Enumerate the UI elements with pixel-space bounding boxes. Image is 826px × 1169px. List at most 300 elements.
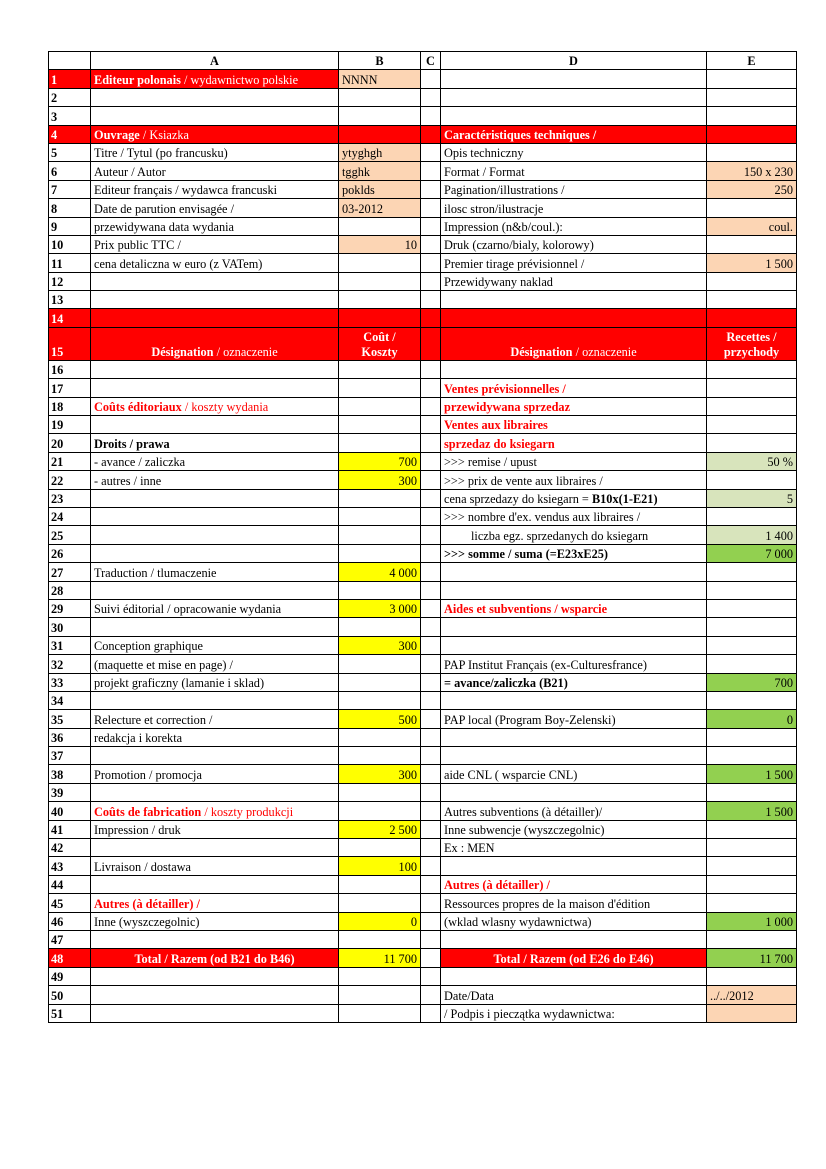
cell-a[interactable]: Inne (wyszczegolnic) xyxy=(91,912,339,930)
cell-b[interactable]: 4 000 xyxy=(339,563,421,581)
cell-a[interactable] xyxy=(91,88,339,106)
cell-b[interactable] xyxy=(339,618,421,636)
cell-e[interactable] xyxy=(707,291,797,309)
cell-a[interactable] xyxy=(91,747,339,765)
cell-d[interactable] xyxy=(441,636,707,654)
sheet-row xyxy=(49,397,797,415)
sheet-row xyxy=(49,199,797,217)
cell-d[interactable] xyxy=(441,489,707,507)
cell-e[interactable] xyxy=(707,1004,797,1022)
cell-c[interactable] xyxy=(421,765,441,783)
cell-a[interactable] xyxy=(91,581,339,599)
sheet-row xyxy=(49,765,797,783)
cell-d[interactable] xyxy=(441,327,707,360)
cell-a[interactable] xyxy=(91,544,339,562)
cell-c[interactable] xyxy=(421,728,441,746)
cell-b[interactable]: 300 xyxy=(339,471,421,489)
cell-e[interactable]: 11 700 xyxy=(707,949,797,967)
cell-d[interactable]: aide CNL ( wsparcie CNL) xyxy=(441,765,707,783)
cell-b[interactable]: 2 500 xyxy=(339,820,421,838)
cell-e[interactable] xyxy=(707,875,797,893)
cell-d[interactable]: Total / Razem (od E26 do E46) xyxy=(441,949,707,967)
cell-d[interactable]: / Podpis i pieczątka wydawnictwa: xyxy=(441,1004,707,1022)
cell-a[interactable]: Livraison / dostawa xyxy=(91,857,339,875)
cell-text-segment: / wydawnictwo polskie xyxy=(180,72,299,87)
cell-c[interactable] xyxy=(421,636,441,654)
cell-e[interactable] xyxy=(707,360,797,378)
cell-d[interactable]: PAP Institut Français (ex-Culturesfrance) xyxy=(441,655,707,673)
cell-e[interactable] xyxy=(707,309,797,327)
cell-a[interactable]: - autres / inne xyxy=(91,471,339,489)
cell-a[interactable]: - avance / zaliczka xyxy=(91,452,339,470)
cell-c[interactable] xyxy=(421,526,441,544)
cell-b[interactable] xyxy=(339,217,421,235)
cell-a[interactable] xyxy=(91,618,339,636)
cell-b[interactable] xyxy=(339,967,421,985)
sheet-row xyxy=(49,1004,797,1022)
cell-d[interactable]: Druk (czarno/bialy, kolorowy) xyxy=(441,235,707,253)
cell-c[interactable] xyxy=(421,489,441,507)
cell-e[interactable] xyxy=(707,618,797,636)
row-number: 43 xyxy=(49,857,91,875)
cell-e[interactable]: 0 xyxy=(707,710,797,728)
row-number: 20 xyxy=(49,434,91,452)
sheet-row xyxy=(49,107,797,125)
cell-a[interactable]: przewidywana data wydania xyxy=(91,217,339,235)
cell-d[interactable]: >>> prix de vente aux libraires / xyxy=(441,471,707,489)
cell-c[interactable] xyxy=(421,327,441,360)
cell-c[interactable] xyxy=(421,70,441,88)
sheet-row xyxy=(49,70,797,88)
cell-d[interactable]: = avance/zaliczka (B21) xyxy=(441,673,707,691)
cell-e[interactable] xyxy=(707,930,797,948)
cell-b[interactable]: 100 xyxy=(339,857,421,875)
cell-b[interactable]: 300 xyxy=(339,636,421,654)
sheet-row xyxy=(49,967,797,985)
cell-d[interactable] xyxy=(441,581,707,599)
row-number: 24 xyxy=(49,507,91,525)
cell-a[interactable]: Promotion / promocja xyxy=(91,765,339,783)
cell-d[interactable] xyxy=(441,691,707,709)
cell-e[interactable] xyxy=(707,599,797,617)
cell-b[interactable]: 10 xyxy=(339,235,421,253)
cell-d[interactable]: Premier tirage prévisionnel / xyxy=(441,254,707,272)
cell-d[interactable]: Opis techniczny xyxy=(441,143,707,161)
cell-e[interactable] xyxy=(707,235,797,253)
cell-d[interactable]: ilosc stron/ilustracje xyxy=(441,199,707,217)
cell-a[interactable] xyxy=(91,360,339,378)
cell-d[interactable] xyxy=(441,360,707,378)
cell-e[interactable] xyxy=(707,88,797,106)
cell-a[interactable]: redakcja i korekta xyxy=(91,728,339,746)
cell-a[interactable] xyxy=(91,309,339,327)
cell-e[interactable] xyxy=(707,581,797,599)
cell-e[interactable]: 150 x 230 xyxy=(707,162,797,180)
cell-a[interactable] xyxy=(91,416,339,434)
cell-d[interactable]: (wklad wlasny wydawnictwa) xyxy=(441,912,707,930)
cell-e[interactable] xyxy=(707,471,797,489)
cell-e[interactable]: ../../2012 xyxy=(707,986,797,1004)
cell-b[interactable] xyxy=(339,783,421,801)
cell-c[interactable] xyxy=(421,254,441,272)
cell-b[interactable] xyxy=(339,526,421,544)
cell-a[interactable]: Titre / Tytul (po francusku) xyxy=(91,143,339,161)
cell-c[interactable] xyxy=(421,88,441,106)
cell-d[interactable]: >>> somme / suma (=E23xE25) xyxy=(441,544,707,562)
cell-d[interactable]: Ressources propres de la maison d'édition xyxy=(441,894,707,912)
cell-d[interactable] xyxy=(441,88,707,106)
cell-e[interactable] xyxy=(707,70,797,88)
cell-b[interactable] xyxy=(339,88,421,106)
cell-b[interactable] xyxy=(339,875,421,893)
cell-d[interactable] xyxy=(441,783,707,801)
cell-d[interactable]: liczba egz. sprzedanych do ksiegarn xyxy=(441,526,707,544)
cell-a[interactable]: cena detaliczna w euro (z VATem) xyxy=(91,254,339,272)
cell-d[interactable]: Date/Data xyxy=(441,986,707,1004)
cell-d[interactable]: >>> nombre d'ex. vendus aux libraires / xyxy=(441,507,707,525)
cell-a[interactable]: Date de parution envisagée / xyxy=(91,199,339,217)
cell-a[interactable]: projekt graficzny (lamanie i sklad) xyxy=(91,673,339,691)
cell-c[interactable] xyxy=(421,820,441,838)
row-number: 32 xyxy=(49,655,91,673)
cell-c[interactable] xyxy=(421,618,441,636)
cell-a[interactable]: Editeur français / wydawca francuski xyxy=(91,180,339,198)
cell-e[interactable]: 700 xyxy=(707,673,797,691)
cell-a[interactable] xyxy=(91,967,339,985)
cell-a[interactable] xyxy=(91,70,339,88)
cell-c[interactable] xyxy=(421,875,441,893)
cell-a[interactable] xyxy=(91,691,339,709)
cell-e[interactable] xyxy=(707,747,797,765)
row-number: 48 xyxy=(49,949,91,967)
cell-c[interactable] xyxy=(421,894,441,912)
cell-e[interactable]: 5 xyxy=(707,489,797,507)
cell-c[interactable] xyxy=(421,434,441,452)
cell-text-segment: / oznaczenie xyxy=(572,344,637,359)
cell-e[interactable] xyxy=(707,143,797,161)
cell-c[interactable] xyxy=(421,235,441,253)
cell-c[interactable] xyxy=(421,416,441,434)
row-number: 13 xyxy=(49,291,91,309)
cell-c[interactable] xyxy=(421,379,441,397)
cell-a[interactable]: Auteur / Autor xyxy=(91,162,339,180)
cell-b[interactable] xyxy=(339,507,421,525)
sheet-row xyxy=(49,272,797,290)
row-number: 14 xyxy=(49,309,91,327)
cell-d[interactable] xyxy=(441,70,707,88)
cell-d[interactable] xyxy=(441,291,707,309)
cell-b[interactable] xyxy=(339,291,421,309)
cell-d[interactable]: PAP local (Program Boy-Zelenski) xyxy=(441,710,707,728)
row-number: 50 xyxy=(49,986,91,1004)
cell-d[interactable]: Ventes prévisionnelles / xyxy=(441,379,707,397)
row-number: 46 xyxy=(49,912,91,930)
cell-e[interactable] xyxy=(707,894,797,912)
cell-b[interactable]: tgghk xyxy=(339,162,421,180)
cell-d[interactable]: Inne subwencje (wyszczegolnic) xyxy=(441,820,707,838)
sheet-row xyxy=(49,416,797,434)
cell-b[interactable]: ytyghgh xyxy=(339,143,421,161)
cell-a[interactable]: Total / Razem (od B21 do B46) xyxy=(91,949,339,967)
column-header-d: D xyxy=(441,52,707,70)
cell-a[interactable] xyxy=(91,802,339,820)
sheet-row xyxy=(49,88,797,106)
cell-c[interactable] xyxy=(421,967,441,985)
cell-a[interactable]: Prix public TTC / xyxy=(91,235,339,253)
cell-d[interactable] xyxy=(441,967,707,985)
cell-b[interactable] xyxy=(339,655,421,673)
cell-c[interactable] xyxy=(421,655,441,673)
cell-b[interactable] xyxy=(339,272,421,290)
cell-c[interactable] xyxy=(421,217,441,235)
cell-e[interactable] xyxy=(707,691,797,709)
cell-e[interactable]: 1 500 xyxy=(707,254,797,272)
sheet-row xyxy=(49,802,797,820)
cell-c[interactable] xyxy=(421,272,441,290)
cell-a[interactable] xyxy=(91,272,339,290)
cell-b[interactable] xyxy=(339,986,421,1004)
cell-c[interactable] xyxy=(421,802,441,820)
cell-e[interactable] xyxy=(707,563,797,581)
cell-e[interactable] xyxy=(707,379,797,397)
cell-e[interactable] xyxy=(707,728,797,746)
cell-a[interactable] xyxy=(91,526,339,544)
cell-a[interactable] xyxy=(91,397,339,415)
cell-e[interactable]: 7 000 xyxy=(707,544,797,562)
cell-d[interactable] xyxy=(441,618,707,636)
cell-e[interactable] xyxy=(707,967,797,985)
cell-d[interactable] xyxy=(441,563,707,581)
cell-b[interactable]: 700 xyxy=(339,452,421,470)
cell-b[interactable]: Coût / Koszty xyxy=(339,327,421,360)
cell-c[interactable] xyxy=(421,143,441,161)
cell-e[interactable] xyxy=(707,107,797,125)
cell-d[interactable]: Ex : MEN xyxy=(441,839,707,857)
cell-b[interactable]: 300 xyxy=(339,765,421,783)
cell-b[interactable] xyxy=(339,309,421,327)
column-header-row xyxy=(49,52,797,70)
cell-b[interactable] xyxy=(339,894,421,912)
sheet-row xyxy=(49,563,797,581)
cell-b[interactable] xyxy=(339,1004,421,1022)
cell-e[interactable] xyxy=(707,125,797,143)
cell-a[interactable]: Autres (à détailler) / xyxy=(91,894,339,912)
cell-b[interactable]: 11 700 xyxy=(339,949,421,967)
cell-b[interactable] xyxy=(339,839,421,857)
cell-d[interactable] xyxy=(441,309,707,327)
cell-b[interactable] xyxy=(339,581,421,599)
cell-d[interactable] xyxy=(441,125,707,143)
cell-b[interactable]: 0 xyxy=(339,912,421,930)
cell-b[interactable] xyxy=(339,379,421,397)
cell-a[interactable] xyxy=(91,107,339,125)
cell-b[interactable] xyxy=(339,691,421,709)
cell-b[interactable] xyxy=(339,107,421,125)
cell-c[interactable] xyxy=(421,673,441,691)
cell-d[interactable]: Ventes aux libraires xyxy=(441,416,707,434)
cell-a[interactable]: Conception graphique xyxy=(91,636,339,654)
cell-a[interactable] xyxy=(91,839,339,857)
cell-text-segment: cena sprzedazy do ksiegarn = xyxy=(444,491,592,506)
row-number: 21 xyxy=(49,452,91,470)
cell-d[interactable]: sprzedaz do ksiegarn xyxy=(441,434,707,452)
sheet-row xyxy=(49,507,797,525)
sheet-row xyxy=(49,857,797,875)
cell-c[interactable] xyxy=(421,162,441,180)
cell-a[interactable] xyxy=(91,379,339,397)
cell-d[interactable]: Format / Format xyxy=(441,162,707,180)
cell-d[interactable]: przewidywana sprzedaz xyxy=(441,397,707,415)
cell-b[interactable] xyxy=(339,728,421,746)
cell-d[interactable] xyxy=(441,107,707,125)
cell-a[interactable] xyxy=(91,1004,339,1022)
cell-b[interactable] xyxy=(339,360,421,378)
cell-a[interactable]: Traduction / tlumaczenie xyxy=(91,563,339,581)
cell-d[interactable]: >>> remise / upust xyxy=(441,452,707,470)
cell-b[interactable] xyxy=(339,930,421,948)
cell-e[interactable] xyxy=(707,820,797,838)
cell-b[interactable] xyxy=(339,125,421,143)
cell-a[interactable] xyxy=(91,783,339,801)
cell-d[interactable] xyxy=(441,930,707,948)
sheet-row xyxy=(49,783,797,801)
cell-b[interactable]: 500 xyxy=(339,710,421,728)
cell-e[interactable] xyxy=(707,507,797,525)
cell-c[interactable] xyxy=(421,452,441,470)
sheet-row xyxy=(49,489,797,507)
cell-e[interactable] xyxy=(707,434,797,452)
cell-e[interactable] xyxy=(707,839,797,857)
cell-c[interactable] xyxy=(421,563,441,581)
cell-d[interactable]: Aides et subventions / wsparcie xyxy=(441,599,707,617)
cell-e[interactable]: 50 % xyxy=(707,452,797,470)
cell-d[interactable] xyxy=(441,747,707,765)
row-number: 45 xyxy=(49,894,91,912)
cell-c[interactable] xyxy=(421,710,441,728)
cell-c[interactable] xyxy=(421,1004,441,1022)
sheet-row xyxy=(49,875,797,893)
cell-c[interactable] xyxy=(421,581,441,599)
cell-c[interactable] xyxy=(421,291,441,309)
cell-b[interactable] xyxy=(339,673,421,691)
sheet-row xyxy=(49,180,797,198)
cell-d[interactable]: Pagination/illustrations / xyxy=(441,180,707,198)
cell-c[interactable] xyxy=(421,309,441,327)
cell-c[interactable] xyxy=(421,199,441,217)
cell-c[interactable] xyxy=(421,107,441,125)
cell-e[interactable] xyxy=(707,199,797,217)
cell-c[interactable] xyxy=(421,471,441,489)
cell-c[interactable] xyxy=(421,180,441,198)
cell-c[interactable] xyxy=(421,397,441,415)
cell-b[interactable] xyxy=(339,434,421,452)
cell-b[interactable] xyxy=(339,397,421,415)
row-number: 42 xyxy=(49,839,91,857)
cell-a[interactable] xyxy=(91,986,339,1004)
cell-b[interactable] xyxy=(339,254,421,272)
cell-c[interactable] xyxy=(421,783,441,801)
cell-c[interactable] xyxy=(421,986,441,1004)
cell-c[interactable] xyxy=(421,747,441,765)
cell-c[interactable] xyxy=(421,125,441,143)
cell-b[interactable] xyxy=(339,544,421,562)
cell-d[interactable] xyxy=(441,728,707,746)
cell-b[interactable] xyxy=(339,489,421,507)
cell-e[interactable]: 1 000 xyxy=(707,912,797,930)
cell-b[interactable]: NNNN xyxy=(339,70,421,88)
row-number: 16 xyxy=(49,360,91,378)
sheet-row xyxy=(49,949,797,967)
sheet-row xyxy=(49,912,797,930)
row-number: 9 xyxy=(49,217,91,235)
cell-b[interactable] xyxy=(339,416,421,434)
cell-c[interactable] xyxy=(421,360,441,378)
row-number: 7 xyxy=(49,180,91,198)
cell-e[interactable] xyxy=(707,857,797,875)
cell-c[interactable] xyxy=(421,930,441,948)
cell-a[interactable]: Impression / druk xyxy=(91,820,339,838)
cell-c[interactable] xyxy=(421,691,441,709)
cell-e[interactable] xyxy=(707,397,797,415)
cell-e[interactable] xyxy=(707,783,797,801)
cell-e[interactable]: coul. xyxy=(707,217,797,235)
cell-text-segment: / Ksiazka xyxy=(139,127,189,142)
cell-a[interactable]: Relecture et correction / xyxy=(91,710,339,728)
cell-a[interactable]: (maquette et mise en page) / xyxy=(91,655,339,673)
cell-a[interactable] xyxy=(91,291,339,309)
cell-e[interactable]: 1 400 xyxy=(707,526,797,544)
cell-e[interactable]: Recettes / przychody xyxy=(707,327,797,360)
cell-a[interactable] xyxy=(91,930,339,948)
cell-c[interactable] xyxy=(421,544,441,562)
cell-d[interactable]: Impression (n&b/coul.): xyxy=(441,217,707,235)
cell-e[interactable]: 1 500 xyxy=(707,802,797,820)
row-number: 26 xyxy=(49,544,91,562)
cell-b[interactable] xyxy=(339,747,421,765)
cell-b[interactable] xyxy=(339,802,421,820)
cell-c[interactable] xyxy=(421,857,441,875)
cell-e[interactable] xyxy=(707,416,797,434)
cell-c[interactable] xyxy=(421,599,441,617)
cell-b[interactable]: poklds xyxy=(339,180,421,198)
cell-a[interactable] xyxy=(91,125,339,143)
cell-e[interactable] xyxy=(707,636,797,654)
cell-a[interactable] xyxy=(91,327,339,360)
sheet-row xyxy=(49,452,797,470)
cell-a[interactable]: Droits / prawa xyxy=(91,434,339,452)
cell-a[interactable] xyxy=(91,507,339,525)
cell-c[interactable] xyxy=(421,839,441,857)
cell-a[interactable]: Suivi éditorial / opracowanie wydania xyxy=(91,599,339,617)
cell-e[interactable] xyxy=(707,272,797,290)
cell-e[interactable]: 250 xyxy=(707,180,797,198)
cell-c[interactable] xyxy=(421,507,441,525)
cell-e[interactable] xyxy=(707,655,797,673)
sheet-row xyxy=(49,636,797,654)
cell-a[interactable] xyxy=(91,875,339,893)
cell-d[interactable]: Autres subventions (à détailler)/ xyxy=(441,802,707,820)
cell-d[interactable]: Autres (à détailler) / xyxy=(441,875,707,893)
cell-a[interactable] xyxy=(91,489,339,507)
cell-b[interactable]: 3 000 xyxy=(339,599,421,617)
cell-c[interactable] xyxy=(421,912,441,930)
column-header-c: C xyxy=(421,52,441,70)
cell-d[interactable] xyxy=(441,857,707,875)
cell-c[interactable] xyxy=(421,949,441,967)
cell-b[interactable]: 03-2012 xyxy=(339,199,421,217)
cell-e[interactable]: 1 500 xyxy=(707,765,797,783)
cell-d[interactable]: Przewidywany naklad xyxy=(441,272,707,290)
